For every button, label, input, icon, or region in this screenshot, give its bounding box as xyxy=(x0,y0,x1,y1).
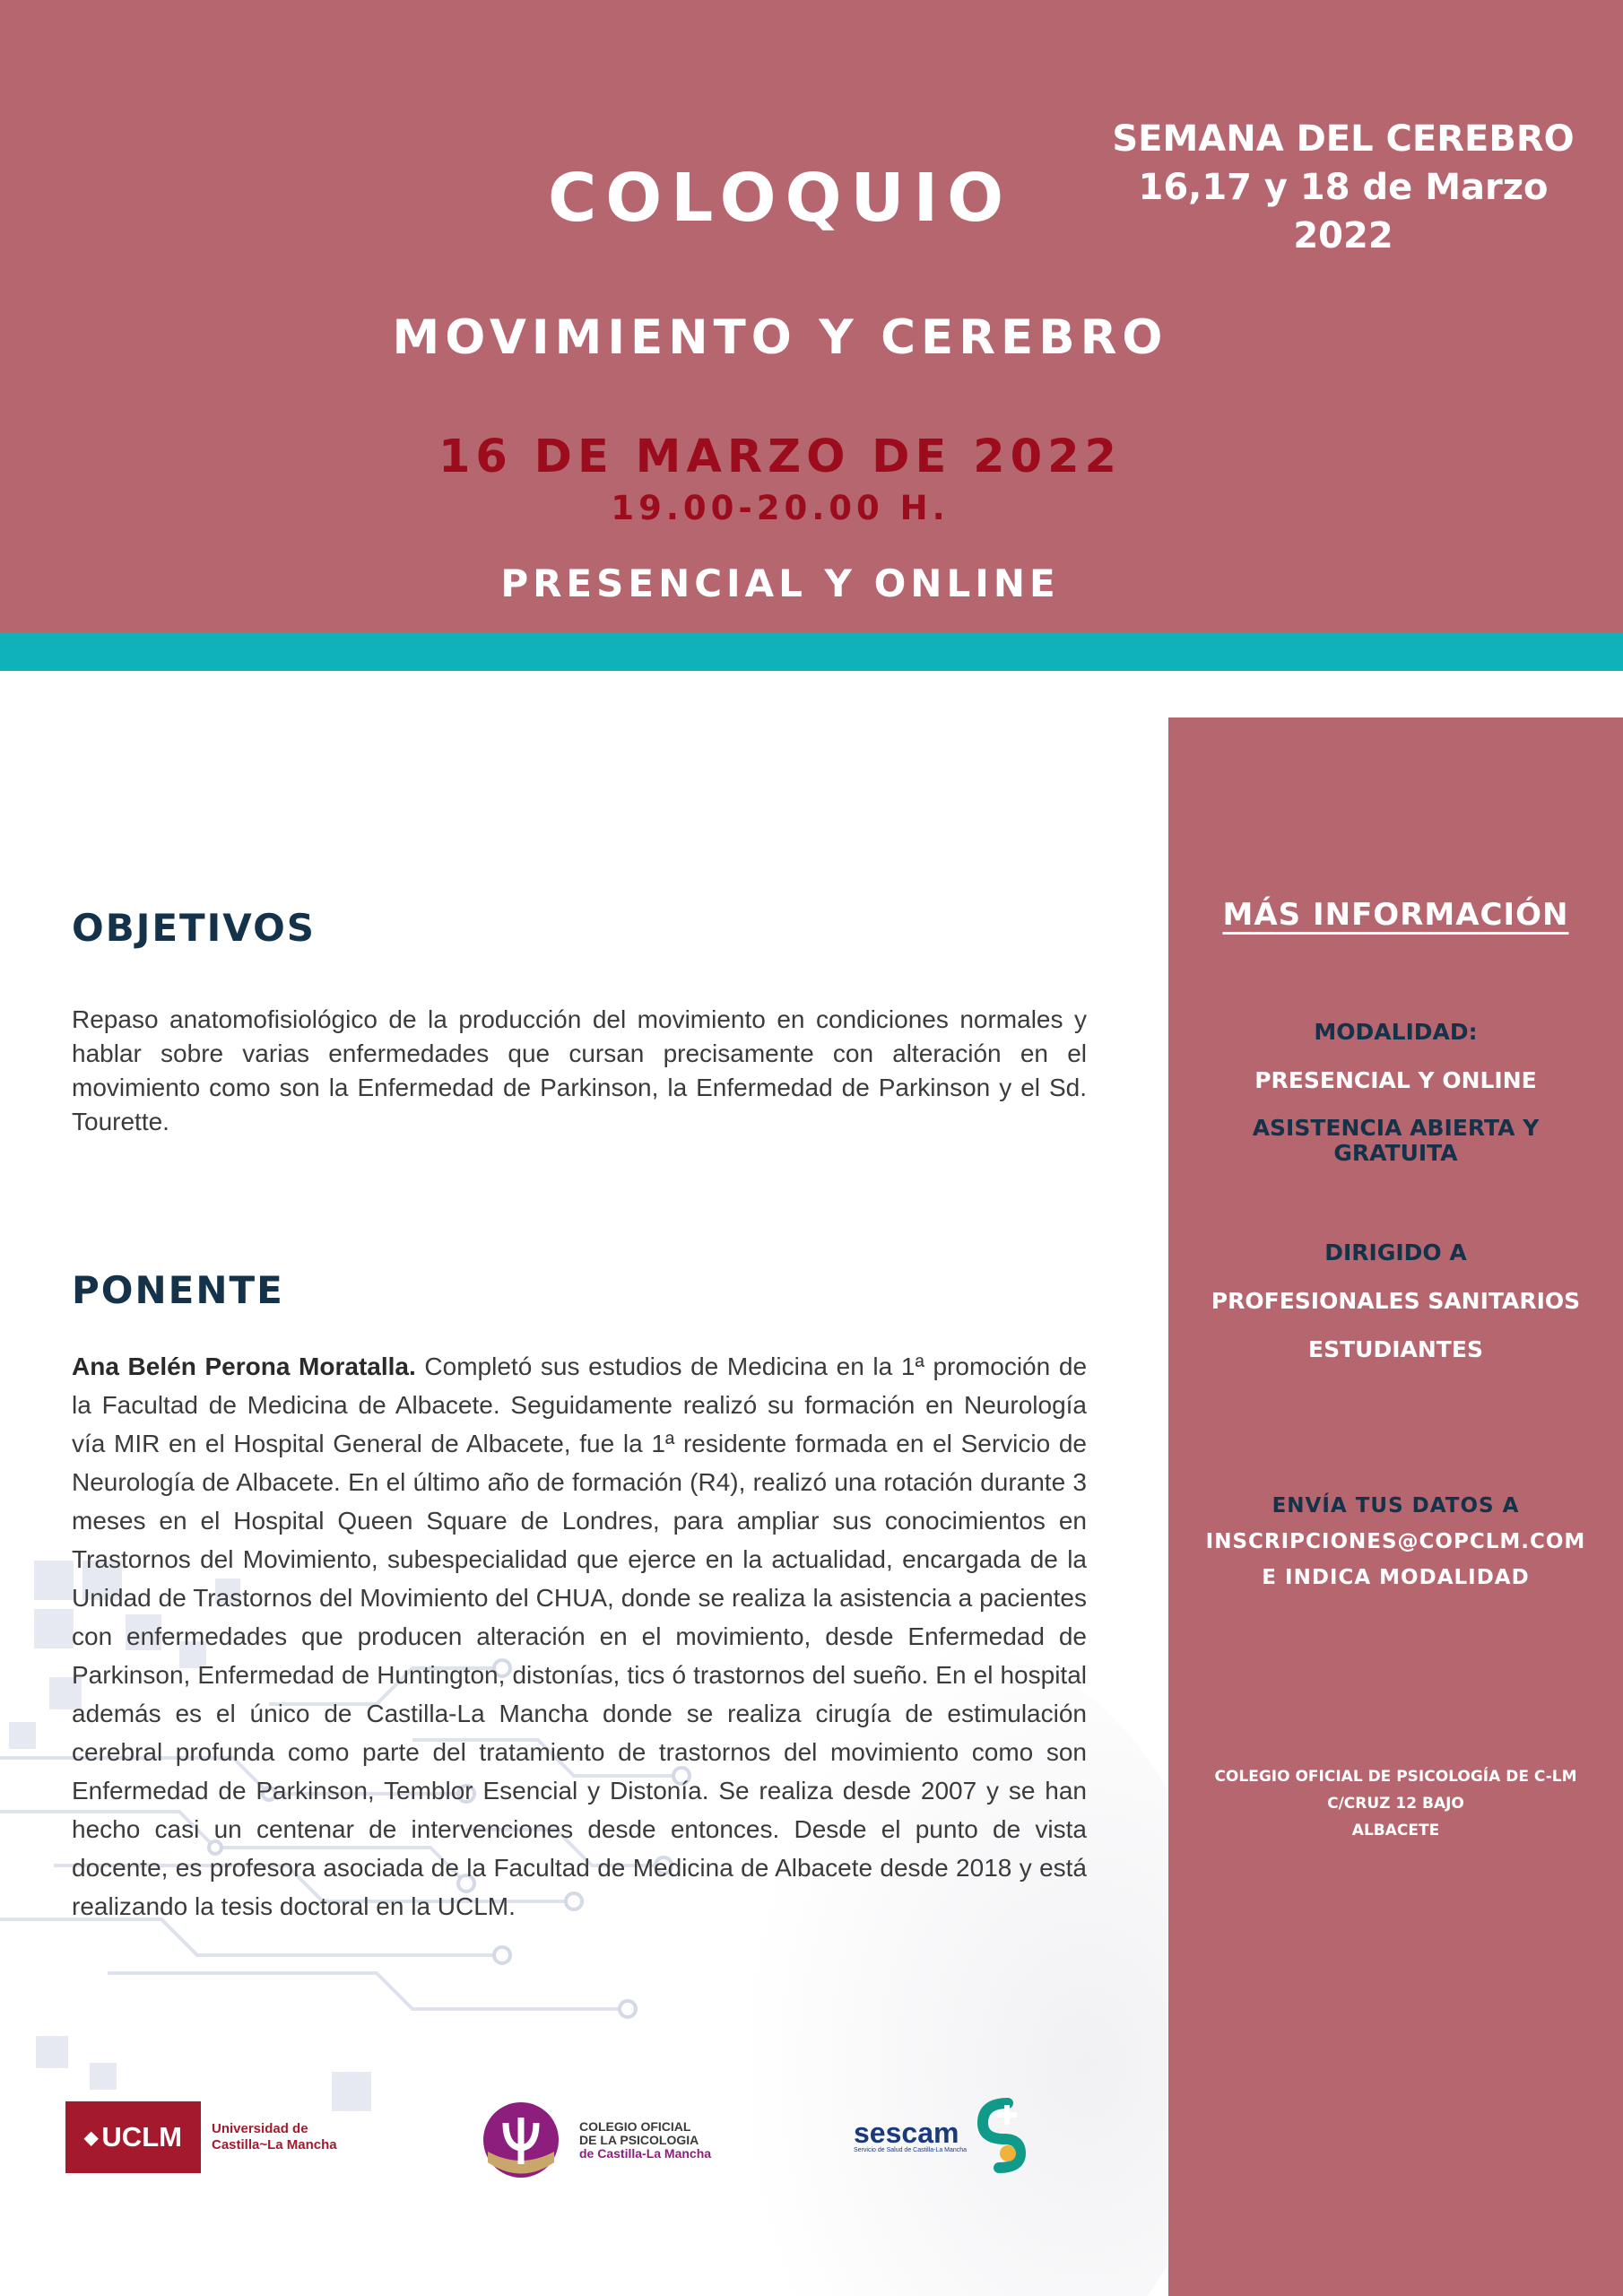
cop-psi-icon xyxy=(481,2100,561,2180)
cop-logo xyxy=(481,2100,711,2180)
registration-email[interactable]: INSCRIPCIONES@COPCLM.COM xyxy=(1205,1530,1586,1553)
uclm-name xyxy=(212,2121,337,2153)
attendance-line-2: GRATUITA xyxy=(1333,1140,1458,1166)
sescam-subtitle: Servicio de Salud de Castilla-La Mancha xyxy=(854,2146,968,2153)
sescam-name: sescam xyxy=(854,2116,959,2149)
event-line-2: 16,17 y 18 de Marzo 2022 xyxy=(1138,167,1549,257)
uclm-diamond-icon: ◆ xyxy=(84,2127,99,2148)
title: COLOQUIO xyxy=(547,160,1013,237)
sescam-cross-icon xyxy=(972,2098,1029,2173)
speaker-bio xyxy=(72,1347,1087,1926)
event-line-1: SEMANA DEL CEREBRO xyxy=(1112,118,1575,160)
uclm-line-2: Castilla~La Mancha xyxy=(212,2137,337,2152)
modality-value: PRESENCIAL Y ONLINE xyxy=(1254,1067,1537,1093)
organizer-city: ALBACETE xyxy=(1351,1822,1440,1839)
cop-line-1: COLEGIO OFICIAL xyxy=(579,2118,691,2134)
uclm-line-1: Universidad de xyxy=(212,2121,308,2136)
indicate-modality: E INDICA MODALIDAD xyxy=(1262,1566,1530,1589)
organizer-name: COLEGIO OFICIAL DE PSICOLOGÍA DE C-LM xyxy=(1214,1768,1577,1786)
event-time: 19.00-20.00 H. xyxy=(611,489,950,527)
speaker-heading: PONENTE xyxy=(72,1268,284,1312)
objectives-text: Repaso anatomofisiológico de la producción del movimiento en condiciones normales y hablar sobre varias enfermedades que cursan precisamente con alteración en el movimiento como son la Enfermedad de Parkinson, la Enfermedad de Parkinson y el Sd. Tourette. xyxy=(72,1005,1087,1135)
sescam-wordmark xyxy=(854,2118,967,2153)
event-modality: PRESENCIAL Y ONLINE xyxy=(500,561,1060,605)
audience-professionals: PROFESIONALES SANITARIOS xyxy=(1211,1288,1581,1314)
info-sidebar xyxy=(1168,718,1623,2296)
sescam-logo xyxy=(854,2098,1029,2173)
cop-name xyxy=(579,2120,711,2161)
organizer-street: C/CRUZ 12 BAJO xyxy=(1327,1795,1464,1813)
event-date: 16 DE MARZO DE 2022 xyxy=(438,430,1123,483)
subtitle: MOVIMIENTO Y CEREBRO xyxy=(392,310,1168,365)
organizer-address xyxy=(1168,1763,1623,1844)
attendance-line-1: ASISTENCIA ABIERTA Y xyxy=(1252,1115,1540,1141)
uclm-logo xyxy=(65,2101,337,2173)
uclm-mark xyxy=(65,2101,201,2173)
attendance-info xyxy=(1168,1116,1623,1166)
objectives-heading: OBJETIVOS xyxy=(72,906,317,950)
send-data-label: ENVÍA TUS DATOS A xyxy=(1271,1494,1520,1518)
audience-students: ESTUDIANTES xyxy=(1308,1336,1483,1362)
speaker-bio-text: Completó sus estudios de Medicina en la 1ª promoción de la Facultad de Medicina de Albacete. Seguidamente realizó su formación en Neurología vía MIR en el Hospital General de Albacete, fue la 1ª residente formada en el Servicio de Neurología de Albacete. En el último año de formación (R4), realizó una rotación durante 3 meses en el Hospital Queen Square de Londres, para ampliar sus conocimientos en Trastornos del Movimiento, subespecialidad que ejerce en la actualidad, encargada de la Unidad de Trastornos del Movimiento del CHUA, donde se realiza la asistencia a pacientes con enfermedades que producen alteración en el movimiento, desde Enfermedad de Parkinson, Enfermedad de Huntington, distonías, tics ó trastornos del sueño. En el hospital además es el único de Castilla-La Mancha donde se realiza cirugía de estimulación cerebral profunda como parte del tratamiento de trastornos del movimiento como son Enfermedad de Parkinson, Temblor Esencial y Distonía. Se realiza desde 2007 y se han hecho casi un centenar de intervenciones desde entonces. Desde el punto de vista docente, es profesora asociada de la Facultad de Medicina de Albacete desde 2018 y está realizando la tesis doctoral en la UCLM. xyxy=(72,1352,1088,1920)
speaker-name: Ana Belén Perona Moratalla. xyxy=(72,1352,416,1380)
more-info-heading: MÁS INFORMACIÓN xyxy=(1222,897,1569,933)
cop-line-3: de Castilla-La Mancha xyxy=(579,2145,712,2161)
cop-line-2: DE LA PSICOLOGIA xyxy=(579,2132,699,2147)
modality-label: MODALIDAD: xyxy=(1314,1019,1478,1045)
uclm-mark-text: UCLM xyxy=(101,2121,182,2152)
teal-divider xyxy=(0,633,1623,671)
audience-label: DIRIGIDO A xyxy=(1324,1239,1467,1265)
